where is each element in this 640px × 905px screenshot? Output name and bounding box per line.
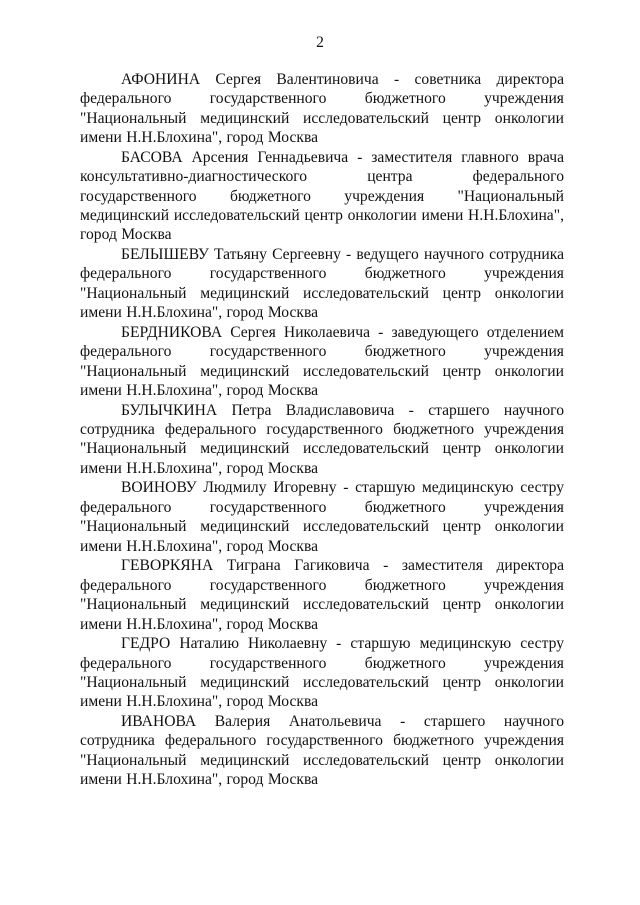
- award-list: [80, 70, 564, 790]
- award-entry: БУЛЫЧКИНА Петра Владиславовича - старшего научного сотрудника федерального государственного бюджетного учреждения "Национальный медицинский исследовательский центр онкологии имени Н.Н.Блохина", город Москва: [80, 401, 564, 477]
- award-entry: ГЕДРО Наталию Николаевну - старшую медицинскую сестру федерального государственного бюджетного учреждения "Национальный медицинский исследовательский центр онкологии имени Н.Н.Блохина", город Москва: [80, 635, 564, 711]
- award-entry: БЕЛЫШЕВУ Татьяну Сергеевну - ведущего научного сотрудника федерального государственного бюджетного учреждения "Национальный медицинский исследовательский центр онкологии имени Н.Н.Блохина", город Москва: [80, 246, 564, 322]
- award-entry: АФОНИНА Сергея Валентиновича - советника директора федерального государственного бюджетного учреждения "Национальный медицинский исследовательский центр онкологии имени Н.Н.Блохина", город Москва: [80, 71, 564, 147]
- page-number: 2: [316, 34, 324, 51]
- award-entry: БЕРДНИКОВА Сергея Николаевича - заведующего отделением федерального государственного бюджетного учреждения "Национальный медицинский исследовательский центр онкологии имени Н.Н.Блохина", город Москва: [80, 323, 564, 400]
- award-entry: ИВАНОВА Валерия Анатольевича - старшего научного сотрудника федерального государственного бюджетного учреждения "Национальный медицинский исследовательский центр онкологии имени Н.Н.Блохина", город Москва: [80, 712, 564, 789]
- award-entry: ГЕВОРКЯНА Тиграна Гагиковича - заместителя директора федерального государственного бюджетного учреждения "Национальный медицинский исследовательский центр онкологии имени Н.Н.Блохина", город Москва: [80, 557, 564, 633]
- award-entry: ВОИНОВУ Людмилу Игоревну - старшую медицинскую сестру федерального государственного бюджетного учреждения "Национальный медицинский исследовательский центр онкологии имени Н.Н.Блохина", город Москва: [80, 479, 564, 555]
- award-entry: БАСОВА Арсения Геннадьевича - заместителя главного врача консультативно-диагностического центра федерального государственного бюджетного учреждения "Национальный медицинский исследовательский центр онкологии имени Н.Н.Блохина", город Москва: [80, 148, 564, 244]
